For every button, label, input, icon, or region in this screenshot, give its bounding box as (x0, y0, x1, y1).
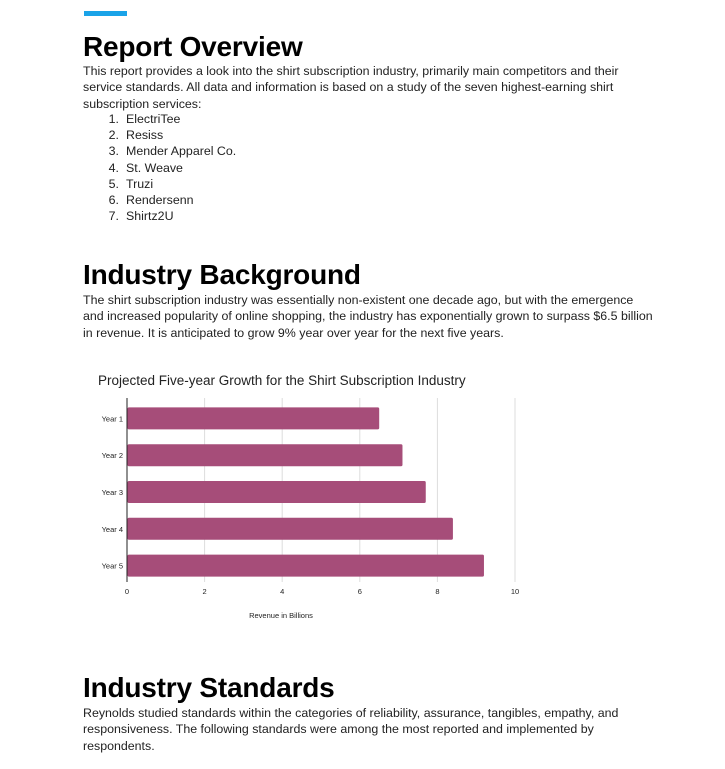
x-tick-label: 2 (202, 587, 207, 596)
list-item: 4. St. Weave (108, 160, 183, 175)
x-tick-label: 4 (280, 587, 285, 596)
industry-standards-text: Reynolds studied standards within the categories of reliability, assurance, tangibles, empathy, and responsiveness. The following standards were among the most reported and implemented by respondents. (83, 706, 619, 753)
list-item: 6. Rendersenn (108, 193, 194, 208)
chart-title: Projected Five-year Growth for the Shirt Subscription Industry (98, 373, 466, 388)
list-item: 1. ElectriTee (108, 112, 181, 126)
x-axis-title: Revenue in Billions (249, 611, 313, 620)
x-tick-label: 6 (357, 587, 362, 596)
revenue-chart (84, 364, 544, 634)
y-tick-label: Year 3 (101, 488, 123, 497)
industry-background-heading: Industry Background (83, 259, 361, 290)
competitor-list (83, 111, 236, 224)
y-tick-label: Year 2 (101, 451, 123, 461)
list-item: 2. Resiss (108, 128, 164, 143)
accent-bar (84, 11, 127, 16)
bar-year-5 (128, 555, 484, 577)
bar-year-1 (128, 407, 380, 429)
chart-svg (84, 364, 544, 634)
x-tick-label: 0 (124, 587, 130, 596)
bar-year-2 (128, 444, 403, 466)
y-tick-label: Year 4 (101, 524, 123, 534)
y-tick-label: Year 1 (101, 414, 123, 424)
x-tick-label: 8 (435, 587, 440, 596)
industry-standards-heading: Industry Standards (83, 672, 335, 703)
bar-year-3 (128, 481, 426, 503)
report-overview-heading: Report Overview (83, 31, 303, 62)
y-tick-label: Year 5 (101, 561, 123, 571)
bar-year-4 (128, 518, 453, 540)
list-item: 7. Shirtz2U (108, 209, 174, 224)
list-item: 3. Mender Apparel Co. (108, 144, 237, 159)
list-item: 5. Truzi (108, 176, 154, 191)
x-tick-label: 10 (510, 587, 520, 596)
industry-background-text: The shirt subscription industry was essentially non-existent one decade ago, but with the emergence and increased popularity of online shopping, the industry has exponentially grown to surpass $6.5 billion in revenue. It is anticipated to grow 9% year over year for the next five years. (83, 293, 653, 340)
report-overview-text: This report provides a look into the shirt subscription industry, primarily main competitors and their service standards. All data and information is based on a study of the seven highest-earning shirt subscription services: (83, 64, 619, 111)
